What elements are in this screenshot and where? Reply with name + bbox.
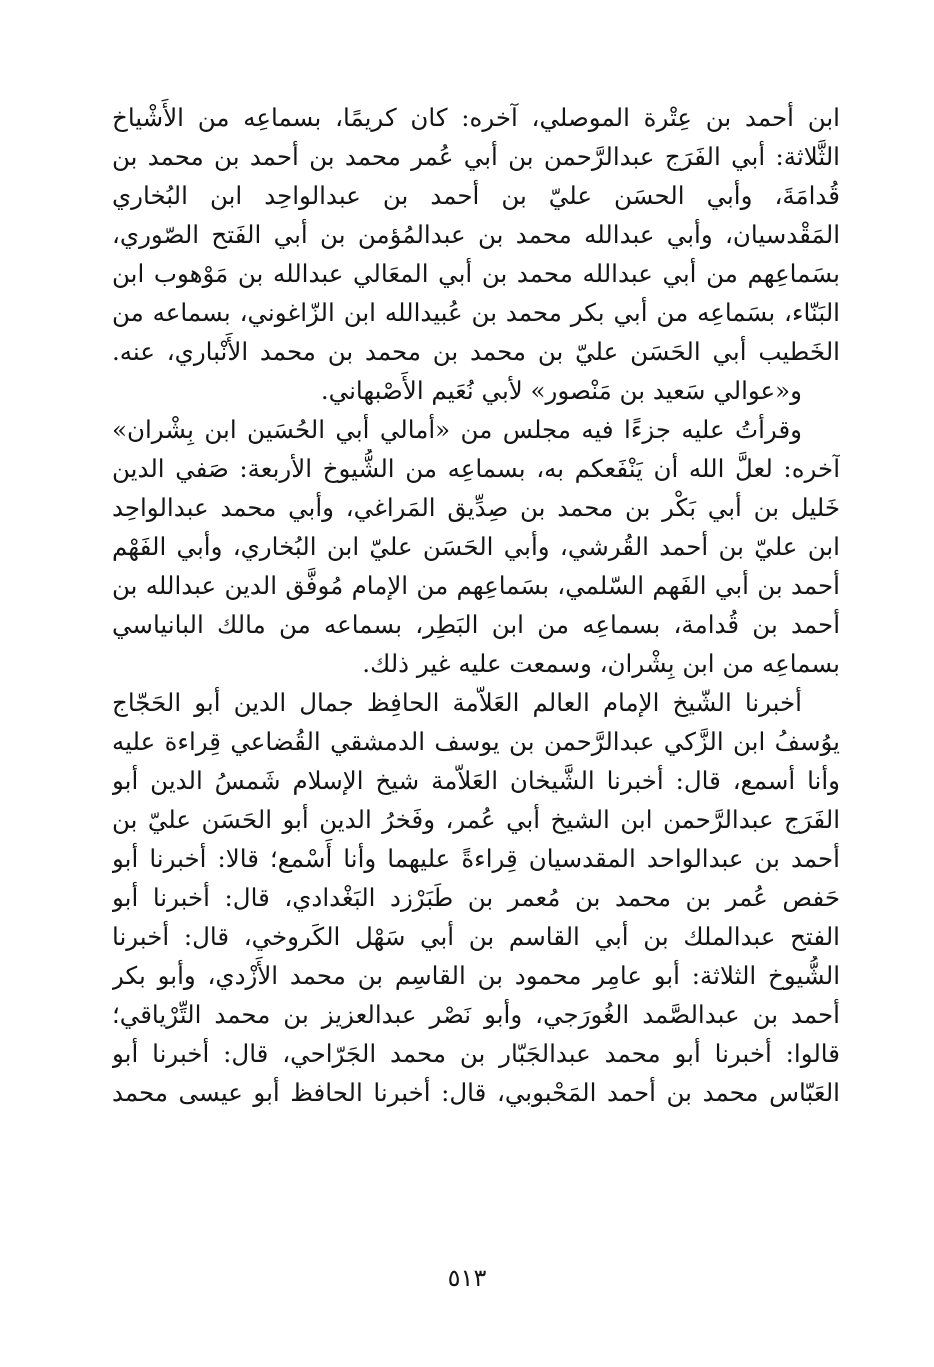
page-number: ٥١٣	[447, 1264, 487, 1292]
text-line: أحمد بن عبدالواحد المقدسيان قِراءةً عليهما وأنا أَسْمع؛ قالا: أخبرنا أبو	[112, 844, 840, 873]
text-line: بسماعِه من ابن بِشْران، وسمعت عليه غير ذلك.	[362, 649, 840, 678]
text-line: الشُّيوخ الثلاثة: أبو عامِر محمود بن القاسِم بن محمد الأَزْدي، وأبو بكر	[112, 961, 840, 990]
text-line: العَبّاس محمد بن أحمد المَحْبوبي، قال: أخبرنا الحافظ أبو عيسى محمد	[112, 1078, 840, 1107]
text-line: خَليل بن أبي بَكْر بن محمد بن صِدِّيق المَراغي، وأبي محمد عبدالواحِد	[112, 493, 840, 522]
text-line: قالوا: أخبرنا أبو محمد عبدالجَبّار بن محمد الجَرّاحي، قال: أخبرنا أبو	[112, 1039, 840, 1068]
text-line: بسَماعِهم من أبي عبدالله محمد بن أبي المعَالي عبدالله بن مَوْهوب ابن	[112, 259, 840, 288]
text-line: أحمد بن عبدالصَّمد الغُورَجي، وأبو نَصْر عبدالعزيز بن محمد التِّرْياقي؛	[112, 1000, 840, 1029]
text-line: أخبرنا الشّيخ الإمام العالم العَلاّمة الحافِظ جمال الدين أبو الحَجّاج	[112, 688, 802, 717]
text-line: البَنّاء، بسَماعِه من أبي بكر محمد بن عُبيدالله ابن الزّاغوني، بسماعه من	[112, 298, 840, 327]
text-line: الفَرَج عبدالرَّحمن ابن الشيخ أبي عُمر، وفَخرُ الدين أبو الحَسَن عليّ بن	[112, 805, 840, 834]
body-text	[112, 98, 840, 1112]
text-line: أحمد بن قُدامة، بسماعِه من ابن البَطِر، بسماعه من مالك البانياسي	[112, 610, 840, 639]
text-line: الخَطيب أبي الحَسَن عليّ بن محمد بن محمد بن محمد الأَنْباري، عنه.	[112, 337, 840, 366]
text-line: المَقْدسيان، وأبي عبدالله محمد بن عبدالمُؤمن بن أبي الفَتح الصّوري،	[112, 220, 840, 249]
text-line: حَفص عُمر بن محمد بن مُعمر بن طَبَرْزد البَغْدادي، قال: أخبرنا أبو	[112, 883, 840, 912]
text-line: أحمد بن أبي الفَهم السّلمي، بسَماعِهم من الإمام مُوفَّق الدين عبدالله بن	[112, 571, 840, 600]
text-line: الفتح عبدالملك بن أبي القاسم بن أبي سَهْل الكَروخي، قال: أخبرنا	[112, 922, 840, 951]
text-line: قُدامَةَ، وأبي الحسَن عليّ بن أحمد بن عبدالواحِد ابن البُخاري	[112, 181, 840, 210]
text-line: وقرأتُ عليه جزءًا فيه مجلس من «أمالي أبي الحُسَين ابن بِشْران»	[112, 415, 802, 444]
text-line: يوُسفُ ابن الزَّكي عبدالرَّحمن بن يوسف الدمشقي القُضاعي قِراءة عليه	[112, 727, 840, 756]
text-line: آخره: لعلَّ الله أن يَنْفَعكم به، بسماعِه من الشُّيوخ الأربعة: صَفي الدين	[112, 454, 840, 483]
text-line: و«عوالي سَعيد بن مَنْصور» لأبي نُعَيم الأَصْبهاني.	[320, 376, 802, 405]
text-line: ابن عليّ بن أحمد القُرشي، وأبي الحَسَن عليّ ابن البُخاري، وأبي الفَهْم	[112, 532, 840, 561]
text-line: ابن أحمد بن عِتْرة الموصلي، آخره: كان كريمًا، بسماعِه من الأَشْياخ	[112, 103, 840, 132]
text-line: وأنا أسمع، قال: أخبرنا الشَّيخان العَلاّمة شيخ الإسلام شَمسُ الدين أبو	[112, 766, 840, 795]
text-line: الثَّلاثة: أبي الفَرَج عبدالرَّحمن بن أبي عُمر محمد بن أحمد بن محمد بن	[112, 142, 840, 171]
